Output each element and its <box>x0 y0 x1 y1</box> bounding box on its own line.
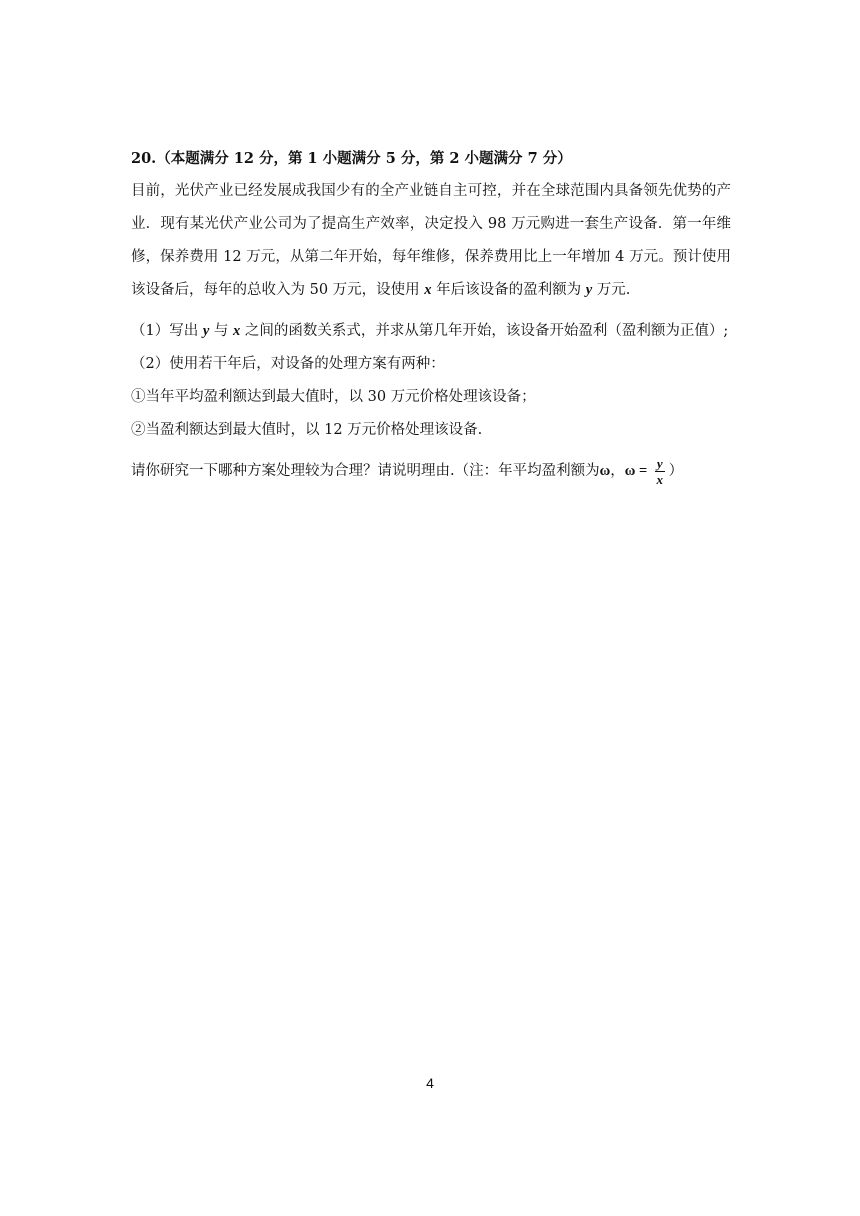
closing-text: 请你研究一下哪种方案处理较为合理？请说明理由.（注：年平均盈利额为 <box>131 463 600 479</box>
part-1-text-c: 之间的函数关系式，并求从第几年开始，该设备开始盈利（盈利额为正值）; <box>240 323 729 339</box>
question-block <box>131 150 731 503</box>
question-intro <box>131 175 731 307</box>
option-2: ②当盈利额达到最大值时，以 12 万元价格处理该设备. <box>131 422 483 438</box>
fraction-denominator: x <box>656 471 663 487</box>
omega-symbol: ω <box>599 463 611 479</box>
omega-symbol: ω <box>624 463 636 479</box>
intro-text-3: 万元. <box>592 282 631 298</box>
part-1 <box>131 322 731 340</box>
variable-y: y <box>202 323 210 339</box>
part-2: （2）使用若干年后，对设备的处理方案有两种： <box>131 356 445 372</box>
part-1-text-b: 与 <box>209 323 233 339</box>
variable-y: y <box>585 282 593 298</box>
intro-text-2: 年后该设备的盈利额为 <box>431 282 586 298</box>
option-1: ①当年平均盈利额达到最大值时，以 30 万元价格处理该设备； <box>131 389 536 405</box>
page-number: 4 <box>426 1075 434 1091</box>
fraction-numerator: y <box>656 455 663 471</box>
closing-separator: ， <box>610 463 625 479</box>
closing-end: ） <box>668 463 684 479</box>
part-1-text-a: （1）写出 <box>131 323 203 339</box>
question-heading: 20.（本题满分 12 分，第 1 小题满分 5 分，第 2 小题满分 7 分） <box>131 150 572 167</box>
variable-x: x <box>424 282 432 298</box>
fraction-y-over-x <box>655 456 665 487</box>
intro-text-1: 目前，光伏产业已经发展成我国少有的全产业链自主可控，并在全球范围内具备领先优势的产业．现有某光伏产业公司为了提高生产效率，决定投入 98 万元购进一套生产设备．第一年维修，保养费用 12 万元，从第二年开始，每年维修，保养费用比上一年增加 4 万元。预计使用该设备后，每年的总收入为 50 万元，设使用 <box>131 183 731 298</box>
equals-sign: = <box>635 463 651 479</box>
variable-x: x <box>233 323 241 339</box>
closing-line <box>131 454 731 488</box>
